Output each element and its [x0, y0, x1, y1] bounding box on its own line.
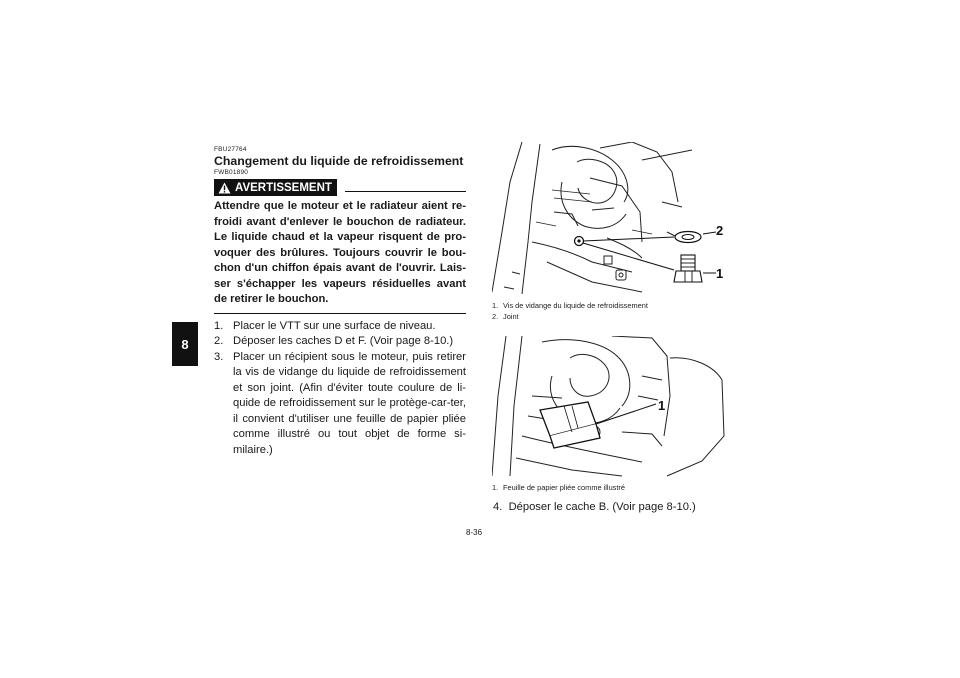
page-number: 8-36: [466, 528, 483, 537]
figure-drain-bolt: [492, 142, 725, 322]
left-column: [214, 146, 466, 458]
warning-header: [214, 179, 466, 196]
warning-rule: [345, 191, 466, 192]
steps-list: [214, 319, 466, 459]
section-title: Changement du liquide de refroidissement: [214, 154, 464, 168]
warning-label: AVERTISSEMENT: [235, 181, 332, 194]
step-4: 4. Déposer le cache B. (Voir page 8-10.): [493, 501, 696, 513]
list-item: 3. Placer un récipient sous le moteur, puis retirer la vis de vidange du liquide de refroidissement et son joint. (Afin d'éviter toute coulure de li-quide de refroidissement sur le protège-car-ter, il convient d'utiliser une feuille de papier pliée comme illustré ou tout objet de forme si-milaire.): [214, 350, 466, 456]
list-item: 2. Déposer les caches D et F. (Voir page 8-10.): [214, 335, 454, 347]
figure-drain-bolt-illustration: [492, 142, 725, 296]
figure1-caption: 1. Vis de vidange du liquide de refroidissement 2. Joint: [492, 301, 648, 321]
figure-folded-paper: [492, 336, 725, 493]
warning-triangle-icon: [218, 182, 231, 194]
chapter-tab: 8: [172, 322, 198, 366]
figure1-callout: 1: [716, 266, 724, 281]
warning-text: Attendre que le moteur et le radiateur aient re-froidi avant d'enlever le bouchon de radiateur. Le liquide chaud et la vapeur risquent de pro-voquer des brûlures. Toujours couvrir le bou-chon d'un chiffon épais avant de l'ouvrir. Lais-ser s'échapper les vapeurs résiduelles avant de retirer le bouchon.: [214, 199, 466, 314]
warning-badge: [214, 179, 337, 196]
warning-code: FWB01890: [214, 169, 249, 176]
figure1-callout: 2: [716, 223, 724, 238]
section-code: FBU27764: [214, 146, 247, 153]
figure-folded-paper-illustration: [492, 336, 725, 478]
figure2-callout: 1: [658, 398, 666, 413]
figure2-caption: 1. Feuille de papier pliée comme illustré: [492, 483, 626, 492]
list-item: 1. Placer le VTT sur une surface de niveau.: [214, 319, 436, 332]
